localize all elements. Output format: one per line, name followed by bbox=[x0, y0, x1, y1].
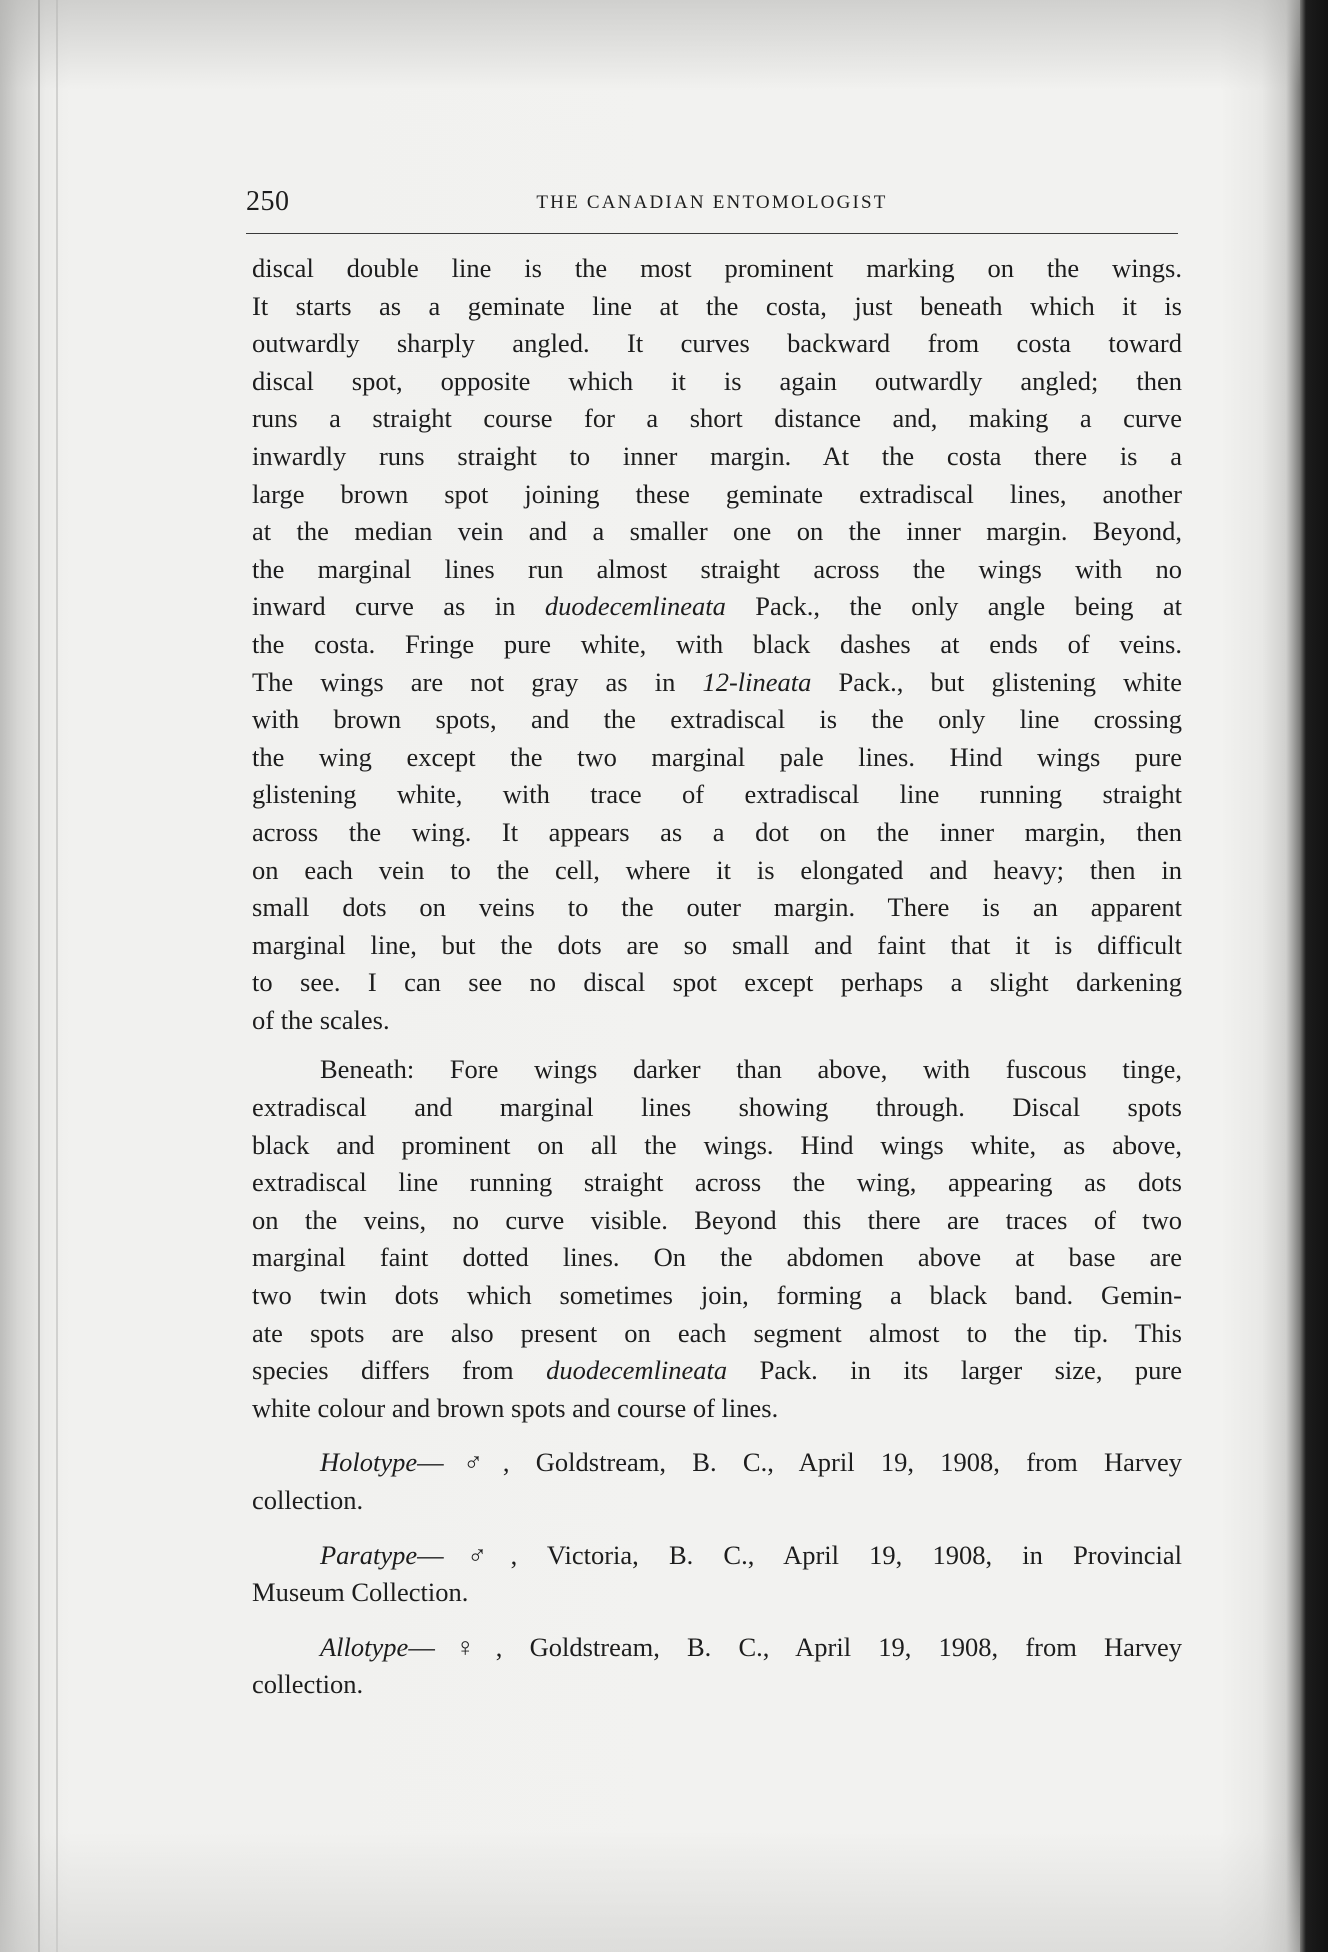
text-line bbox=[252, 1629, 1182, 1667]
text-line: discal spot, opposite which it is again outwardly angled; then bbox=[252, 365, 1182, 396]
text-run: species differs from bbox=[252, 1355, 547, 1386]
text-line bbox=[252, 664, 1182, 702]
text-line: to see. I can see no discal spot except perhaps a slight darkening bbox=[252, 967, 1182, 998]
text-run: The wings are not gray as in bbox=[252, 666, 703, 697]
text-line bbox=[252, 1444, 1182, 1482]
paragraph-gap bbox=[252, 1520, 1182, 1537]
text-line: ate spots are also present on each segment almost to the tip. This bbox=[252, 1317, 1182, 1348]
type-label: Allotype bbox=[320, 1631, 409, 1662]
text-line: the marginal lines run almost straight across the wings with no bbox=[252, 553, 1182, 584]
type-label: Paratype bbox=[320, 1539, 418, 1570]
paragraph-gap bbox=[252, 1427, 1182, 1444]
text-line: runs a straight course for a short distance and, making a curve bbox=[252, 403, 1182, 434]
text-line: marginal faint dotted lines. On the abdomen above at base are bbox=[252, 1242, 1182, 1273]
text-run: Pack., the only angle being at bbox=[725, 591, 1182, 622]
text-line: collection. bbox=[252, 1485, 364, 1515]
species-name: duodecemlineata bbox=[546, 1355, 728, 1386]
text-line: It starts as a geminate line at the costa, just beneath which it is bbox=[252, 290, 1182, 321]
text-line: with brown spots, and the extradiscal is the only line crossing bbox=[252, 704, 1182, 735]
text-line: the costa. Fringe pure white, with black dashes at ends of veins. bbox=[252, 628, 1182, 659]
text-run: Pack. in its larger size, pure bbox=[727, 1355, 1182, 1386]
text-line: extradiscal and marginal lines showing through. Discal spots bbox=[252, 1092, 1182, 1123]
text-run: Pack., but glistening white bbox=[811, 666, 1182, 697]
body-text bbox=[252, 250, 1182, 1704]
type-entry bbox=[252, 1629, 1182, 1704]
text-line: Beneath: Fore wings darker than above, with fuscous tinge, bbox=[320, 1054, 1182, 1085]
species-name: 12-lineata bbox=[702, 666, 812, 697]
text-line bbox=[252, 588, 1182, 626]
type-entry bbox=[252, 1444, 1182, 1519]
text-line: marginal line, but the dots are so small and faint that it is difficult bbox=[252, 929, 1182, 960]
text-line: extradiscal line running straight across the wing, appearing as dots bbox=[252, 1167, 1182, 1198]
type-details: —♂, Goldstream, B. C., April 19, 1908, from Harvey bbox=[417, 1447, 1182, 1478]
text-line: black and prominent on all the wings. Hind wings white, as above, bbox=[252, 1129, 1182, 1160]
text-line: on each vein to the cell, where it is elongated and heavy; then in bbox=[252, 854, 1182, 885]
text-line: at the median vein and a smaller one on the inner margin. Beyond, bbox=[252, 516, 1182, 547]
text-line: Museum Collection. bbox=[252, 1577, 469, 1608]
paragraph-gap bbox=[252, 1612, 1182, 1629]
type-specimens bbox=[252, 1427, 1182, 1704]
text-line: inwardly runs straight to inner margin. At the costa there is a bbox=[252, 440, 1182, 471]
running-head: THE CANADIAN ENTOMOLOGIST bbox=[536, 192, 888, 213]
text-line: small dots on veins to the outer margin. There is an apparent bbox=[252, 892, 1182, 923]
page-header bbox=[246, 186, 1178, 220]
text-line: collection. bbox=[252, 1669, 364, 1700]
text-line: two twin dots which sometimes join, forming a black band. Gemin- bbox=[252, 1280, 1182, 1311]
page-number: 250 bbox=[246, 186, 290, 217]
text-line: large brown spot joining these geminate extradiscal lines, another bbox=[252, 478, 1182, 509]
type-details: —♀, Goldstream, B. C., April 19, 1908, from Harvey bbox=[408, 1631, 1182, 1662]
header-rule bbox=[246, 233, 1178, 234]
type-label: Holotype bbox=[320, 1447, 418, 1478]
text-line: white colour and brown spots and course of lines. bbox=[252, 1392, 779, 1423]
paragraph-gap bbox=[252, 1039, 1182, 1051]
text-line: outwardly sharply angled. It curves backward from costa toward bbox=[252, 328, 1182, 359]
text-run: inward curve as in bbox=[252, 591, 545, 622]
paragraph-description bbox=[252, 250, 1182, 1039]
text-line bbox=[252, 1352, 1182, 1390]
text-line: discal double line is the most prominent marking on the wings. bbox=[252, 253, 1182, 283]
text-line: of the scales. bbox=[252, 1004, 390, 1035]
paragraph-beneath bbox=[252, 1051, 1182, 1427]
type-entry bbox=[252, 1537, 1182, 1612]
species-name: duodecemlineata bbox=[544, 591, 726, 622]
text-line: the wing except the two marginal pale lines. Hind wings pure bbox=[252, 741, 1182, 772]
text-line: on the veins, no curve visible. Beyond this there are traces of two bbox=[252, 1204, 1182, 1235]
text-line: across the wing. It appears as a dot on the inner margin, then bbox=[252, 816, 1182, 847]
text-line: glistening white, with trace of extradiscal line running straight bbox=[252, 779, 1182, 810]
type-details: —♂, Victoria, B. C., April 19, 1908, in Provincial bbox=[417, 1539, 1182, 1570]
text-line bbox=[252, 1537, 1182, 1575]
